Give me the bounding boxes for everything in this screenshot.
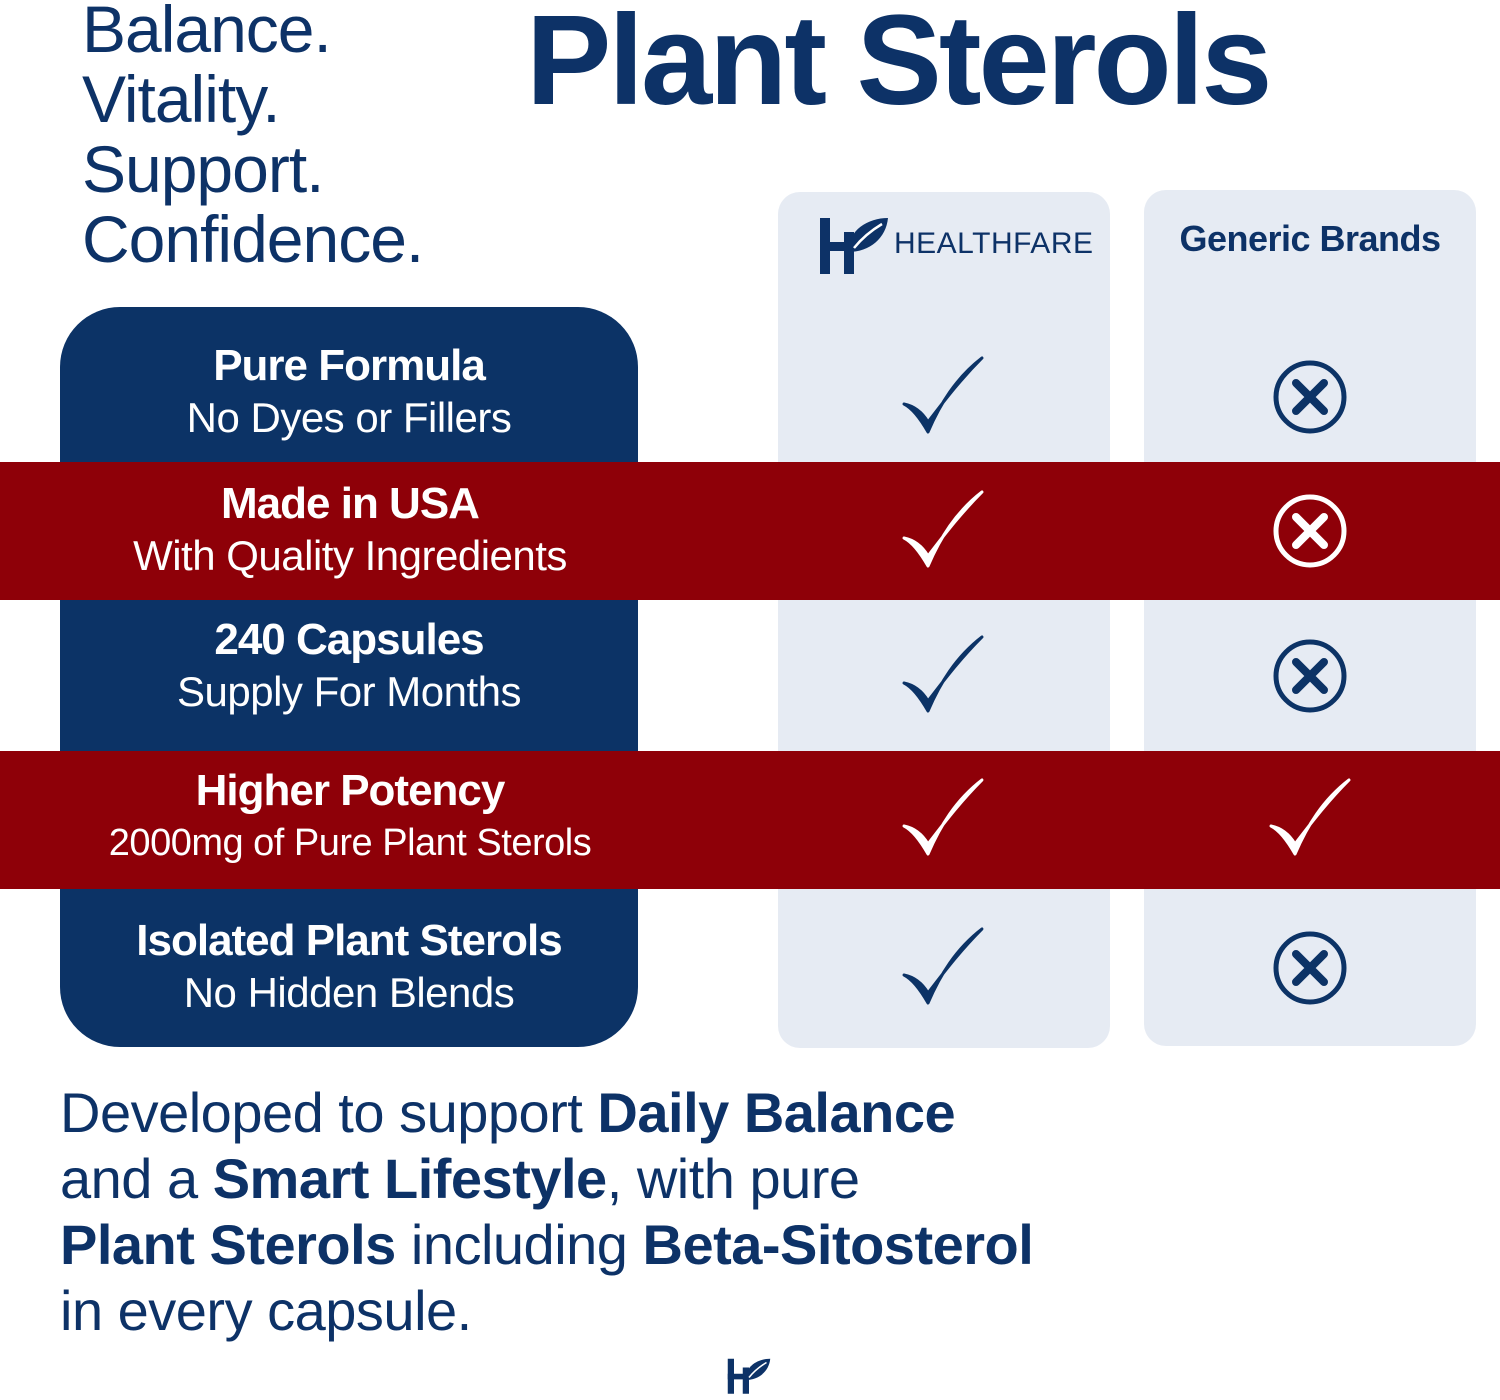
generic-check-mark [1265, 774, 1355, 864]
generic-column [1144, 190, 1476, 1046]
feature-row [60, 915, 638, 1019]
check-icon [898, 486, 988, 576]
feature-row [60, 614, 638, 718]
brand-check-mark [898, 774, 988, 864]
summary-part: including [395, 1213, 643, 1276]
generic-cross-mark [1265, 486, 1355, 576]
cross-circle-icon [1265, 923, 1355, 1013]
healthfare-logo-icon [818, 212, 890, 276]
brand-column-header: HEALTHFARE [894, 227, 1094, 260]
tagline-line: Vitality. [82, 62, 280, 136]
summary-part: in every capsule. [60, 1279, 472, 1342]
check-icon [898, 631, 988, 721]
brand-check-mark [898, 631, 988, 721]
feature-row [0, 478, 700, 582]
healthfare-logo [818, 212, 1094, 276]
brand-check-mark [898, 352, 988, 442]
feature-title: Pure Formula [213, 341, 485, 390]
generic-cross-mark [1265, 631, 1355, 721]
summary-text [60, 1080, 1160, 1344]
tagline-line: Balance. [82, 0, 331, 66]
feature-subtitle: 2000mg of Pure Plant Sterols [108, 822, 592, 864]
tagline [82, 0, 423, 274]
feature-title: Higher Potency [195, 766, 505, 815]
tagline-line: Support. [82, 132, 324, 206]
check-icon [898, 923, 988, 1013]
cross-circle-icon [1265, 352, 1355, 442]
generic-cross-mark [1265, 352, 1355, 442]
summary-part: and a [60, 1147, 213, 1210]
check-icon [1265, 774, 1355, 864]
feature-row [0, 765, 700, 869]
tagline-line: Confidence. [82, 202, 424, 276]
feature-title: Isolated Plant Sterols [136, 916, 562, 965]
summary-part: , with pure [606, 1147, 860, 1210]
page-title: Plant Sterols [526, 0, 1270, 132]
cross-circle-icon [1265, 631, 1355, 721]
check-icon [898, 774, 988, 864]
feature-title: 240 Capsules [214, 615, 484, 664]
feature-title: Made in USA [221, 479, 479, 528]
brand-check-mark [898, 923, 988, 1013]
cross-circle-icon [1265, 486, 1355, 576]
feature-row [60, 340, 638, 444]
check-icon [898, 352, 988, 442]
summary-bold: Beta-Sitosterol [642, 1213, 1034, 1276]
brand-check-mark [898, 486, 988, 576]
healthfare-logo-icon [723, 1355, 775, 1395]
feature-subtitle: No Hidden Blends [183, 969, 515, 1016]
summary-bold: Daily Balance [597, 1081, 956, 1144]
generic-cross-mark [1265, 923, 1355, 1013]
generic-column-header: Generic Brands [1179, 218, 1441, 259]
feature-subtitle: Supply For Months [177, 668, 521, 715]
feature-subtitle: With Quality Ingredients [133, 532, 567, 579]
summary-bold: Plant Sterols [60, 1213, 396, 1276]
summary-bold: Smart Lifestyle [212, 1147, 607, 1210]
footer-logo [723, 1355, 775, 1400]
summary-part: Developed to support [60, 1081, 598, 1144]
feature-subtitle: No Dyes or Fillers [186, 394, 512, 441]
healthfare-column [778, 192, 1110, 1048]
